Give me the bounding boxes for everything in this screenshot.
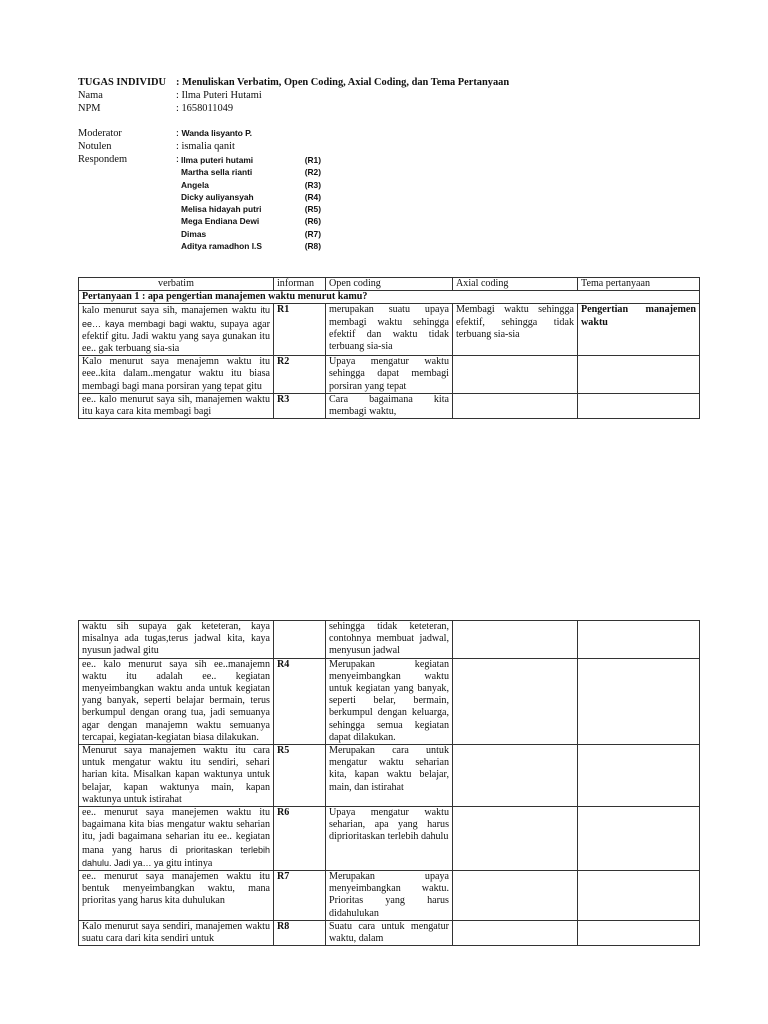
open-coding-cell: sehingga tidak keteteran, contohnya membuat jadwal, menyusun jadwal: [326, 621, 453, 659]
notulen-row: [78, 140, 698, 153]
verbatim-text: gitu intinya: [163, 857, 213, 869]
respondem-colon: :: [176, 154, 179, 165]
tugas-row: [78, 76, 698, 89]
respondent-name: Martha sella rianti: [181, 167, 253, 178]
tema-cell: [578, 920, 700, 945]
respondent-code: (R1): [304, 155, 321, 165]
notulen-label: Notulen: [78, 141, 112, 152]
axial-coding-cell: [453, 356, 578, 394]
notulen-value: : ismalia qanit: [176, 141, 235, 152]
axial-coding-cell: [453, 745, 578, 807]
question-row: [79, 291, 700, 304]
table-row: [79, 920, 700, 945]
tema-cell: Pengertian manajemen waktu: [578, 304, 700, 356]
tema-cell: [578, 658, 700, 744]
informan-cell: R5: [274, 745, 326, 807]
verbatim-cell: ee.. kalo menurut saya sih, manajemen waktu itu kaya cara kita membagi bagi: [79, 393, 274, 418]
axial-coding-cell: [453, 393, 578, 418]
respondent-name: Dicky auliyansyah: [181, 191, 254, 202]
axial-coding-cell: [453, 658, 578, 744]
col-header-informan: informan: [274, 278, 326, 291]
tema-cell: [578, 393, 700, 418]
table-row: [79, 356, 700, 394]
verbatim-cell: waktu sih supaya gak keteteran, kaya misalnya ada tugas,terus jadwal kita, kaya nyusun jadwal gitu: [79, 621, 274, 659]
informan-cell: R1: [274, 304, 326, 356]
verbatim-text: ee.. menurut saya manejemen waktu itu bagaimana kita bias mengatur waktu seharian itu, jadi bagaimana seharian itu ee.. kegiatan mana yang harus di: [82, 807, 270, 856]
tema-cell: [578, 871, 700, 921]
axial-coding-cell: [453, 807, 578, 871]
respondent-list: [181, 154, 321, 252]
axial-coding-cell: [453, 871, 578, 921]
table-row: [79, 304, 700, 356]
col-header-verbatim: verbatim: [79, 278, 274, 291]
informan-cell: R7: [274, 871, 326, 921]
informan-cell: R8: [274, 920, 326, 945]
tema-cell: [578, 621, 700, 659]
verbatim-cell: [79, 807, 274, 871]
verbatim-cell: Kalo menurut saya menajemn waktu itu eee..kita dalam..mengatur waktu itu biasa membagi bagi mana porsiran yang tepat gitu: [79, 356, 274, 394]
respondent-name: Angela: [181, 179, 209, 190]
col-header-axial-coding: Axial coding: [453, 278, 578, 291]
open-coding-cell: Cara bagaimana kita membagi waktu,: [326, 393, 453, 418]
respondent-code: (R5): [304, 204, 321, 215]
verbatim-cell: Kalo menurut saya sendiri, manajemen waktu suatu cara dari kita sendiri untuk: [79, 920, 274, 945]
respondent-code: (R3): [304, 179, 321, 190]
informan-cell: R4: [274, 658, 326, 744]
col-header-tema: Tema pertanyaan: [578, 278, 700, 291]
respondent-item: [181, 228, 321, 240]
tugas-value: : Menuliskan Verbatim, Open Coding, Axial Coding, dan Tema Pertanyaan: [176, 77, 510, 88]
open-coding-cell: Suatu cara untuk mengatur waktu, dalam: [326, 920, 453, 945]
table-row: [79, 621, 700, 659]
verbatim-cell: ee.. kalo menurut saya sih ee..manajemn waktu itu adalah ee.. kegiatan menyeimbangkan waktu anda untuk kegiatan yang banyak, seperti belajar bermain, terus berkumpul dengan orang tua, jadi semuanya agar dengan manajemn waktu semuanya tercapai, kegiatan-kegiatan biasa dilakukan.: [79, 658, 274, 744]
informan-cell: R2: [274, 356, 326, 394]
respondent-name: Aditya ramadhon I.S: [181, 241, 262, 252]
respondent-code: (R6): [304, 216, 321, 227]
table-row: [79, 807, 700, 871]
open-coding-cell: Upaya mengatur waktu seharian, apa yang harus diprioritaskan terlebih dahulu: [326, 807, 453, 871]
moderator-colon: :: [176, 128, 179, 139]
table-row: [79, 393, 700, 418]
respondent-name: Dimas: [181, 228, 207, 239]
tema-cell: [578, 807, 700, 871]
verbatim-text-sans: itu ee… kaya membagi bagi waktu: [82, 305, 270, 329]
verbatim-cell: ee.. menurut saya manajemen waktu itu bentuk menyeimbangkan waktu, mana prioritas yang harus kita duhulukan: [79, 871, 274, 921]
tugas-label: TUGAS INDIVIDU: [78, 77, 167, 88]
open-coding-cell: Merupakan cara untuk mengatur waktu seharian kita, kapan waktu belajar, main, dan istirahat: [326, 745, 453, 807]
moderator-value: Wanda lisyanto P.: [181, 128, 252, 138]
respondent-item: [181, 240, 321, 252]
col-header-open-coding: Open coding: [326, 278, 453, 291]
moderator-row: [78, 127, 698, 140]
informan-cell: [274, 621, 326, 659]
respondem-row: [78, 153, 698, 166]
verbatim-text: kalo menurut saya sih, manajemen waktu: [82, 305, 257, 317]
respondem-label: Respondem: [78, 154, 128, 165]
open-coding-cell: merupakan suatu upaya membagi waktu sehingga efektif dan waktu tidak terbuang sia-sia: [326, 304, 453, 356]
open-coding-cell: Merupakan upaya menyeimbangkan waktu. Prioritas yang harus didahulukan: [326, 871, 453, 921]
tema-cell: [578, 356, 700, 394]
table-row: [79, 658, 700, 744]
table-header-row: [79, 278, 700, 291]
respondent-name: Mega Endiana Dewi: [181, 216, 260, 227]
open-coding-cell: Upaya mengatur waktu sehingga dapat membagi porsiran yang tepat: [326, 356, 453, 394]
axial-coding-cell: [453, 920, 578, 945]
verbatim-text-sans: prioritaskan terlebih dahulu. Jadi ya… ya: [82, 844, 270, 868]
nama-value: : Ilma Puteri Hutami: [176, 90, 262, 101]
nama-label: Nama: [78, 90, 103, 101]
coding-table-page1: [78, 277, 700, 419]
respondent-code: (R4): [304, 191, 321, 202]
respondent-code: (R8): [304, 241, 321, 252]
axial-coding-cell: Membagi waktu sehingga efektif, sehingga tidak terbuang sia-sia: [453, 304, 578, 356]
question-text: Pertanyaan 1 : apa pengertian manajemen waktu menurut kamu?: [79, 291, 700, 304]
informan-cell: R3: [274, 393, 326, 418]
tema-cell: [578, 745, 700, 807]
npm-row: [78, 102, 698, 115]
respondent-name: Ilma puteri hutami: [181, 155, 254, 165]
respondent-code: (R7): [304, 228, 321, 239]
table-row: [79, 871, 700, 921]
table-row: [79, 745, 700, 807]
moderator-label: Moderator: [78, 128, 122, 139]
npm-value: : 1658011049: [176, 103, 234, 114]
axial-coding-cell: [453, 621, 578, 659]
verbatim-text: , supaya agar efektif gitu. Jadi waktu yang saya gunakan itu ee.. gak terbuang sia-sia: [82, 318, 270, 355]
nama-row: [78, 89, 698, 102]
coding-table-page2: [78, 620, 700, 946]
respondent-code: (R2): [304, 167, 321, 178]
respondent-item: [181, 166, 321, 178]
npm-label: NPM: [78, 103, 101, 114]
respondent-item: [181, 191, 321, 203]
verbatim-cell: Menurut saya manajemen waktu itu cara untuk mengatur waktu itu sendiri, sehari harian kita. Misalkan kapan waktunya untuk belajar, kapan waktunya main, kapan waktunya untuk istirahat: [79, 745, 274, 807]
respondent-item: [181, 154, 321, 166]
document-header: [78, 76, 698, 166]
respondent-item: [181, 203, 321, 215]
open-coding-cell: Merupakan kegiatan menyeimbangkan waktu untuk kegiatan yang banyak, seperti belar, bermain, berkumpul dengan keluarga, sehingga semua kegiatan dapat dilakukan.: [326, 658, 453, 744]
informan-cell: R6: [274, 807, 326, 871]
respondent-item: [181, 179, 321, 191]
verbatim-cell: [79, 304, 274, 356]
respondent-name: Melisa hidayah putri: [181, 204, 262, 215]
respondent-item: [181, 215, 321, 227]
